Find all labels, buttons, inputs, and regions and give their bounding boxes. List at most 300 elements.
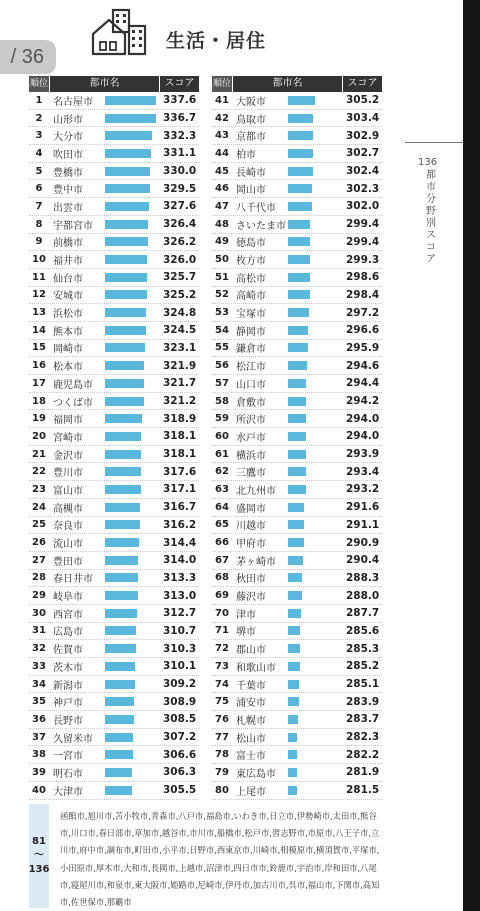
rank-cell: 14 <box>32 324 46 336</box>
rank-cell: 74 <box>215 678 229 690</box>
table-row <box>29 640 199 658</box>
table-row <box>212 322 382 340</box>
rank-cell: 23 <box>32 483 46 495</box>
table-row <box>29 711 199 729</box>
rank-cell: 29 <box>32 590 46 602</box>
bar-cell <box>105 428 160 445</box>
score-cell: 295.9 <box>346 341 380 354</box>
table-row <box>29 729 199 747</box>
score-cell: 307.2 <box>163 731 197 744</box>
score-header: スコア <box>164 78 195 89</box>
rank-cell: 30 <box>32 607 46 619</box>
rank-cell: 35 <box>32 696 46 708</box>
table-row <box>29 746 199 764</box>
bar-cell <box>288 622 343 639</box>
rank-cell: 47 <box>215 200 229 212</box>
score-cell: 294.0 <box>346 412 380 425</box>
score-cell: 317.6 <box>163 465 197 478</box>
score-cell: 308.5 <box>163 713 197 726</box>
score-bar <box>288 343 308 352</box>
score-bar <box>105 273 147 282</box>
bar-cell <box>105 375 160 392</box>
score-bar <box>105 361 144 370</box>
viewer-edge <box>463 0 480 911</box>
score-bar <box>105 680 135 689</box>
table-row <box>29 110 199 128</box>
score-cell: 283.9 <box>346 695 380 708</box>
table-row <box>29 357 199 375</box>
rank-cell: 40 <box>32 784 46 796</box>
bar-cell <box>105 180 160 197</box>
city-cell: 出雲市 <box>53 202 83 214</box>
city-cell: さいたま市 <box>236 220 286 232</box>
bar-cell <box>288 428 343 445</box>
score-bar <box>105 114 156 123</box>
score-bar <box>105 343 145 352</box>
table-row <box>29 481 199 499</box>
city-cell: 宮崎市 <box>53 432 83 444</box>
table-row <box>212 746 382 764</box>
city-cell: 大分市 <box>53 132 83 144</box>
score-cell: 287.7 <box>346 607 380 620</box>
bar-cell <box>288 481 343 498</box>
score-cell: 291.1 <box>346 518 380 531</box>
bar-cell <box>105 251 160 268</box>
city-cell: 柏市 <box>236 149 256 161</box>
city-cell: 鳥取市 <box>236 114 266 126</box>
rank-cell: 33 <box>32 660 46 672</box>
city-cell: 高崎市 <box>236 291 266 303</box>
rank-cell: 22 <box>32 466 46 478</box>
table-row <box>212 711 382 729</box>
city-cell: 春日井市 <box>53 574 93 586</box>
city-cell: 山口市 <box>236 379 266 391</box>
score-cell: 293.4 <box>346 465 380 478</box>
rank-cell: 44 <box>215 147 229 159</box>
score-bar <box>105 290 147 299</box>
table-row <box>212 605 382 623</box>
table-row <box>212 640 382 658</box>
score-cell: 332.3 <box>163 129 197 142</box>
score-cell: 310.7 <box>163 624 197 637</box>
bar-cell <box>105 127 160 144</box>
bar-cell <box>105 746 160 763</box>
table-row <box>212 463 382 481</box>
city-cell: 三鷹市 <box>236 468 266 480</box>
bar-cell <box>105 499 160 516</box>
bar-cell <box>105 393 160 410</box>
bar-cell <box>288 711 343 728</box>
rank-cell: 70 <box>215 607 229 619</box>
table-body <box>29 92 199 800</box>
bar-cell <box>105 410 160 427</box>
score-bar <box>105 644 136 653</box>
rank-cell: 37 <box>32 731 46 743</box>
bar-cell <box>288 216 343 233</box>
rank-cell: 53 <box>215 307 229 319</box>
city-cell: 秋田市 <box>236 574 266 586</box>
rank-cell: 64 <box>215 501 229 513</box>
city-cell: 金沢市 <box>53 450 83 462</box>
bar-cell <box>105 322 160 339</box>
bar-cell <box>105 711 160 728</box>
rank-range-end: 136 <box>28 864 50 875</box>
score-bar <box>105 131 152 140</box>
table-row <box>212 410 382 428</box>
city-cell: 山形市 <box>53 114 83 126</box>
score-bar <box>288 573 302 582</box>
score-bar <box>105 538 139 547</box>
rank-cell: 31 <box>32 625 46 637</box>
score-cell: 293.2 <box>346 483 380 496</box>
bar-cell <box>105 569 160 586</box>
score-cell: 330.0 <box>163 165 197 178</box>
score-bar <box>105 786 132 795</box>
rank-cell: 60 <box>215 430 229 442</box>
city-cell: 茅ヶ崎市 <box>236 556 276 568</box>
table-row <box>29 216 199 234</box>
table-row <box>212 570 382 588</box>
score-bar <box>288 255 310 264</box>
rank-cell: 32 <box>32 643 46 655</box>
side-section-title: 都市 分野別スコア <box>426 170 436 265</box>
rank-cell: 16 <box>32 360 46 372</box>
city-cell: 高松市 <box>236 273 266 285</box>
score-bar <box>288 644 300 653</box>
rank-cell: 55 <box>215 342 229 354</box>
score-bar <box>105 733 133 742</box>
table-row <box>212 552 382 570</box>
city-cell: 松江市 <box>236 362 266 374</box>
bar-cell <box>288 499 343 516</box>
bar-cell <box>105 216 160 233</box>
score-cell: 302.3 <box>346 182 380 195</box>
city-cell: 福岡市 <box>53 415 83 427</box>
city-cell: 熊本市 <box>53 326 83 338</box>
city-cell: 豊橋市 <box>53 167 83 179</box>
side-page-number: 136 <box>418 157 438 168</box>
score-cell: 285.2 <box>346 660 380 673</box>
table-row <box>29 410 199 428</box>
table-row <box>29 180 199 198</box>
score-bar <box>105 662 135 671</box>
rank-cell: 39 <box>32 766 46 778</box>
score-cell: 321.9 <box>163 359 197 372</box>
bar-cell <box>288 357 343 374</box>
rank-cell: 63 <box>215 483 229 495</box>
table-header <box>212 76 382 92</box>
bar-cell <box>105 304 160 321</box>
city-cell: つくば市 <box>53 397 93 409</box>
score-cell: 282.2 <box>346 748 380 761</box>
rank-cell: 3 <box>35 130 43 142</box>
city-cell: 千葉市 <box>236 680 266 692</box>
city-cell: 所沢市 <box>236 415 266 427</box>
score-cell: 313.3 <box>163 571 197 584</box>
table-row <box>212 287 382 305</box>
table-row <box>212 216 382 234</box>
rank-cell: 4 <box>35 147 43 159</box>
table-row <box>29 127 199 145</box>
score-bar <box>288 680 299 689</box>
score-cell: 290.9 <box>346 536 380 549</box>
score-cell: 336.7 <box>163 112 197 125</box>
rank-cell: 25 <box>32 519 46 531</box>
rank-cell: 21 <box>32 448 46 460</box>
score-bar <box>105 768 132 777</box>
rank-header: 順位 <box>212 76 232 92</box>
page-counter[interactable]: / 36 <box>0 40 56 74</box>
table-row <box>212 269 382 287</box>
city-cell: 久留米市 <box>53 733 93 745</box>
table-row <box>212 340 382 358</box>
score-bar <box>288 503 304 512</box>
bar-cell <box>288 516 343 533</box>
bar-cell <box>105 269 160 286</box>
rank-cell: 75 <box>215 696 229 708</box>
score-bar <box>105 237 148 246</box>
city-cell: 水戸市 <box>236 432 266 444</box>
score-cell: 309.2 <box>163 678 197 691</box>
city-cell: 富士市 <box>236 751 266 763</box>
score-bar <box>288 149 313 158</box>
ranking-table-left <box>29 76 199 800</box>
rank-cell: 11 <box>32 271 46 283</box>
city-cell: 大阪市 <box>236 96 266 108</box>
score-cell: 321.7 <box>163 377 197 390</box>
table-row <box>212 587 382 605</box>
rank-cell: 51 <box>215 271 229 283</box>
score-bar <box>288 273 310 282</box>
score-bar <box>105 591 138 600</box>
score-bar <box>288 414 306 423</box>
table-row <box>29 322 199 340</box>
city-cell: 奈良市 <box>53 521 83 533</box>
rank-cell: 41 <box>215 94 229 106</box>
table-row <box>212 180 382 198</box>
city-cell: 長野市 <box>53 715 83 727</box>
table-row <box>29 304 199 322</box>
score-cell: 282.3 <box>346 731 380 744</box>
score-bar <box>288 184 312 193</box>
rank-cell: 34 <box>32 678 46 690</box>
city-cell: 高槻市 <box>53 503 83 515</box>
bar-cell <box>105 286 160 303</box>
score-bar <box>288 626 300 635</box>
city-cell: 名古屋市 <box>53 96 93 108</box>
rank-cell: 77 <box>215 731 229 743</box>
city-cell: 津市 <box>236 609 256 621</box>
score-bar <box>105 202 149 211</box>
score-bar <box>288 114 313 123</box>
rank-cell: 48 <box>215 218 229 230</box>
table-row <box>212 764 382 782</box>
city-header: 都市名 <box>49 76 160 92</box>
bar-cell <box>105 446 160 463</box>
score-cell: 294.6 <box>346 359 380 372</box>
city-cell: 豊中市 <box>53 185 83 197</box>
score-cell: 305.2 <box>346 94 380 107</box>
city-cell: 郡山市 <box>236 645 266 657</box>
rank-range-start: 81 <box>32 836 46 847</box>
rank-cell: 79 <box>215 766 229 778</box>
city-cell: 広島市 <box>53 627 83 639</box>
table-row <box>29 393 199 411</box>
bar-cell <box>105 92 160 109</box>
rank-cell: 65 <box>215 519 229 531</box>
score-cell: 317.1 <box>163 483 197 496</box>
rank-cell: 36 <box>32 713 46 725</box>
table-row <box>212 658 382 676</box>
score-cell: 298.4 <box>346 288 380 301</box>
bar-cell <box>288 764 343 781</box>
bar-cell <box>105 693 160 710</box>
rank-cell: 26 <box>32 537 46 549</box>
bar-cell <box>288 587 343 604</box>
rank-cell: 42 <box>215 112 229 124</box>
score-bar <box>288 432 306 441</box>
bar-cell <box>105 463 160 480</box>
bar-cell <box>288 198 343 215</box>
city-cell: 横浜市 <box>236 450 266 462</box>
table-row <box>212 534 382 552</box>
city-cell: 吹田市 <box>53 149 83 161</box>
score-cell: 325.2 <box>163 288 197 301</box>
side-divider <box>405 142 463 143</box>
rank-cell: 9 <box>35 236 43 248</box>
score-cell: 294.2 <box>346 395 380 408</box>
bar-cell <box>288 339 343 356</box>
table-row <box>212 357 382 375</box>
score-bar <box>288 485 306 494</box>
table-row <box>212 145 382 163</box>
table-row <box>29 552 199 570</box>
table-row <box>212 251 382 269</box>
bar-cell <box>288 393 343 410</box>
score-bar <box>105 626 136 635</box>
rank-cell: 66 <box>215 537 229 549</box>
city-cell: 福井市 <box>53 256 83 268</box>
city-cell: 明石市 <box>53 768 83 780</box>
city-cell: 静岡市 <box>236 326 266 338</box>
score-bar <box>288 520 304 529</box>
city-cell: 長崎市 <box>236 167 266 179</box>
rank-cell: 56 <box>215 360 229 372</box>
rank-cell: 54 <box>215 324 229 336</box>
table-row <box>212 481 382 499</box>
rank-cell: 12 <box>32 289 46 301</box>
rank-header: 順位 <box>29 76 49 92</box>
score-cell: 318.9 <box>163 412 197 425</box>
rank-cell: 61 <box>215 448 229 460</box>
bar-cell <box>288 552 343 569</box>
table-row <box>29 92 199 110</box>
city-cell: 西宮市 <box>53 609 83 621</box>
table-row <box>212 676 382 694</box>
table-row <box>29 658 199 676</box>
score-bar <box>288 750 297 759</box>
rank-cell: 45 <box>215 165 229 177</box>
table-row <box>29 623 199 641</box>
score-bar <box>288 237 310 246</box>
rank-cell: 17 <box>32 377 46 389</box>
score-cell: 293.9 <box>346 448 380 461</box>
rank-cell: 50 <box>215 254 229 266</box>
table-row <box>29 764 199 782</box>
table-body <box>212 92 382 800</box>
city-cell: 新潟市 <box>53 680 83 692</box>
table-row <box>212 163 382 181</box>
table-row <box>212 623 382 641</box>
city-cell: 札幌市 <box>236 715 266 727</box>
score-bar <box>288 662 300 671</box>
score-bar <box>288 379 306 388</box>
score-bar <box>105 379 144 388</box>
rank-cell: 28 <box>32 572 46 584</box>
bar-cell <box>105 676 160 693</box>
city-cell: 岐阜市 <box>53 592 83 604</box>
score-cell: 281.5 <box>346 784 380 797</box>
city-cell: 松本市 <box>53 362 83 374</box>
table-row <box>29 198 199 216</box>
score-cell: 331.1 <box>163 147 197 160</box>
table-row <box>29 269 199 287</box>
city-cell: 盛岡市 <box>236 503 266 515</box>
rank-cell: 5 <box>35 165 43 177</box>
table-row <box>29 287 199 305</box>
bar-cell <box>105 552 160 569</box>
score-bar <box>288 609 301 618</box>
city-cell: 豊田市 <box>53 556 83 568</box>
bar-cell <box>288 233 343 250</box>
score-cell: 294.0 <box>346 430 380 443</box>
bar-cell <box>105 764 160 781</box>
table-row <box>29 234 199 252</box>
score-cell: 318.1 <box>163 448 197 461</box>
score-cell: 325.7 <box>163 271 197 284</box>
score-cell: 324.5 <box>163 324 197 337</box>
score-bar <box>288 167 313 176</box>
score-bar <box>105 467 141 476</box>
bar-cell <box>288 375 343 392</box>
score-cell: 306.6 <box>163 748 197 761</box>
score-cell: 326.0 <box>163 253 197 266</box>
score-cell: 318.1 <box>163 430 197 443</box>
score-bar <box>105 220 148 229</box>
score-cell: 302.7 <box>346 147 380 160</box>
score-cell: 326.2 <box>163 235 197 248</box>
bar-cell <box>288 286 343 303</box>
score-bar <box>105 96 156 105</box>
city-cell: 倉敷市 <box>236 397 266 409</box>
rank-cell: 15 <box>32 342 46 354</box>
rank-cell: 73 <box>215 660 229 672</box>
table-row <box>29 693 199 711</box>
bar-cell <box>105 605 160 622</box>
score-cell: 316.7 <box>163 501 197 514</box>
table-row <box>212 499 382 517</box>
rank-cell: 20 <box>32 430 46 442</box>
score-bar <box>288 538 304 547</box>
city-cell: 宝塚市 <box>236 309 266 321</box>
bar-cell <box>105 587 160 604</box>
bar-cell <box>105 198 160 215</box>
score-bar <box>288 361 307 370</box>
score-bar <box>288 220 310 229</box>
table-row <box>29 517 199 535</box>
bar-cell <box>288 304 343 321</box>
bar-cell <box>288 782 343 799</box>
